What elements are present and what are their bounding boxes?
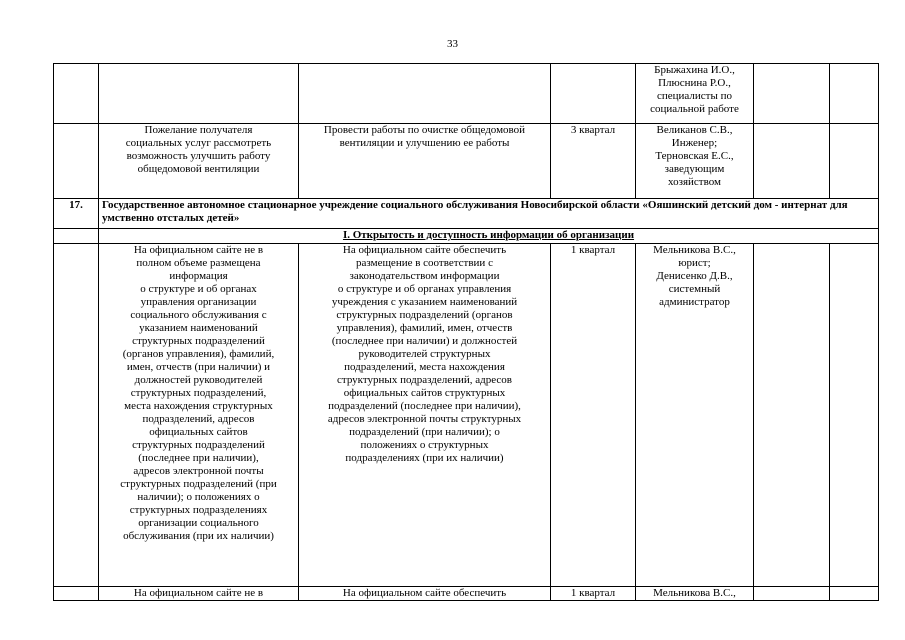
institution-number: 17. <box>54 199 99 229</box>
table-row <box>54 244 879 587</box>
cell-responsible: Великанов С.В., Инженер; Терновская Е.С., заведующим хозяйством <box>636 124 754 199</box>
cell-measure: На официальном сайте обеспечить размещение в соответствии с законодательством информации о структуре и об органах управления учреждения с указанием наименований структурных подразделений (органов управления), фамилий, имен, отчеств (последнее при наличии) и должностей руководителей структурных подразделений, места нахождения структурных подразделений, адресов официальных сайтов структурных подразделений (последнее при наличии), адресов электронной почты структурных подразделений (при наличии); о положениях о структурных подразделениях (при их наличии) <box>299 244 551 587</box>
cell-date <box>830 587 879 601</box>
cell-date <box>830 64 879 124</box>
cell-problem: Пожелание получателя социальных услуг рассмотреть возможность улучшить работу общедомовой вентиляции <box>99 124 299 199</box>
cell-number <box>54 587 99 601</box>
cell-measure: На официальном сайте обеспечить <box>299 587 551 601</box>
cell-deadline <box>551 64 636 124</box>
cell-number <box>54 64 99 124</box>
cell-number <box>54 229 99 244</box>
cell-responsible: Мельникова В.С., <box>636 587 754 601</box>
cell-number <box>54 244 99 587</box>
cell-result <box>754 124 830 199</box>
cell-responsible: Брыжахина И.О., Плюснина Р.О., специалисты по социальной работе <box>636 64 754 124</box>
table-row <box>54 124 879 199</box>
cell-measure <box>299 64 551 124</box>
cell-date <box>830 244 879 587</box>
table-row <box>54 587 879 601</box>
institution-row <box>54 199 879 229</box>
cell-deadline: 1 квартал <box>551 244 636 587</box>
cell-problem <box>99 64 299 124</box>
cell-problem: На официальном сайте не в <box>99 587 299 601</box>
cell-problem: На официальном сайте не в полном объеме размещена информация о структуре и об органах управления организации социального обслуживания с указанием наименований структурных подразделений (органов управления), фамилий, имен, отчеств (при наличии) и должностей руководителей структурных подразделений, места нахождения структурных подразделений, адресов официальных сайтов структурных подразделений (последнее при наличии), адресов электронной почты структурных подразделений (при наличии); о положениях о структурных подразделениях организации социального обслуживания (при их наличии) <box>99 244 299 587</box>
page-number: 33 <box>447 38 458 50</box>
cell-measure: Провести работы по очистке общедомовой вентиляции и улучшению ее работы <box>299 124 551 199</box>
cell-number <box>54 124 99 199</box>
institution-name: Государственное автономное стационарное учреждение социального обслуживания Новосибирской области «Ояшинский детский дом - интернат для умственно отсталых детей» <box>99 199 879 229</box>
cell-date <box>830 124 879 199</box>
cell-result <box>754 64 830 124</box>
table-row <box>54 64 879 124</box>
section-row <box>54 229 879 244</box>
cell-deadline: 1 квартал <box>551 587 636 601</box>
cell-result <box>754 244 830 587</box>
cell-deadline: 3 квартал <box>551 124 636 199</box>
action-plan-table <box>53 63 879 601</box>
cell-responsible: Мельникова В.С., юрист; Денисенко Д.В., системный администратор <box>636 244 754 587</box>
cell-result <box>754 587 830 601</box>
section-title: I. Открытость и доступность информации об организации <box>99 229 879 244</box>
